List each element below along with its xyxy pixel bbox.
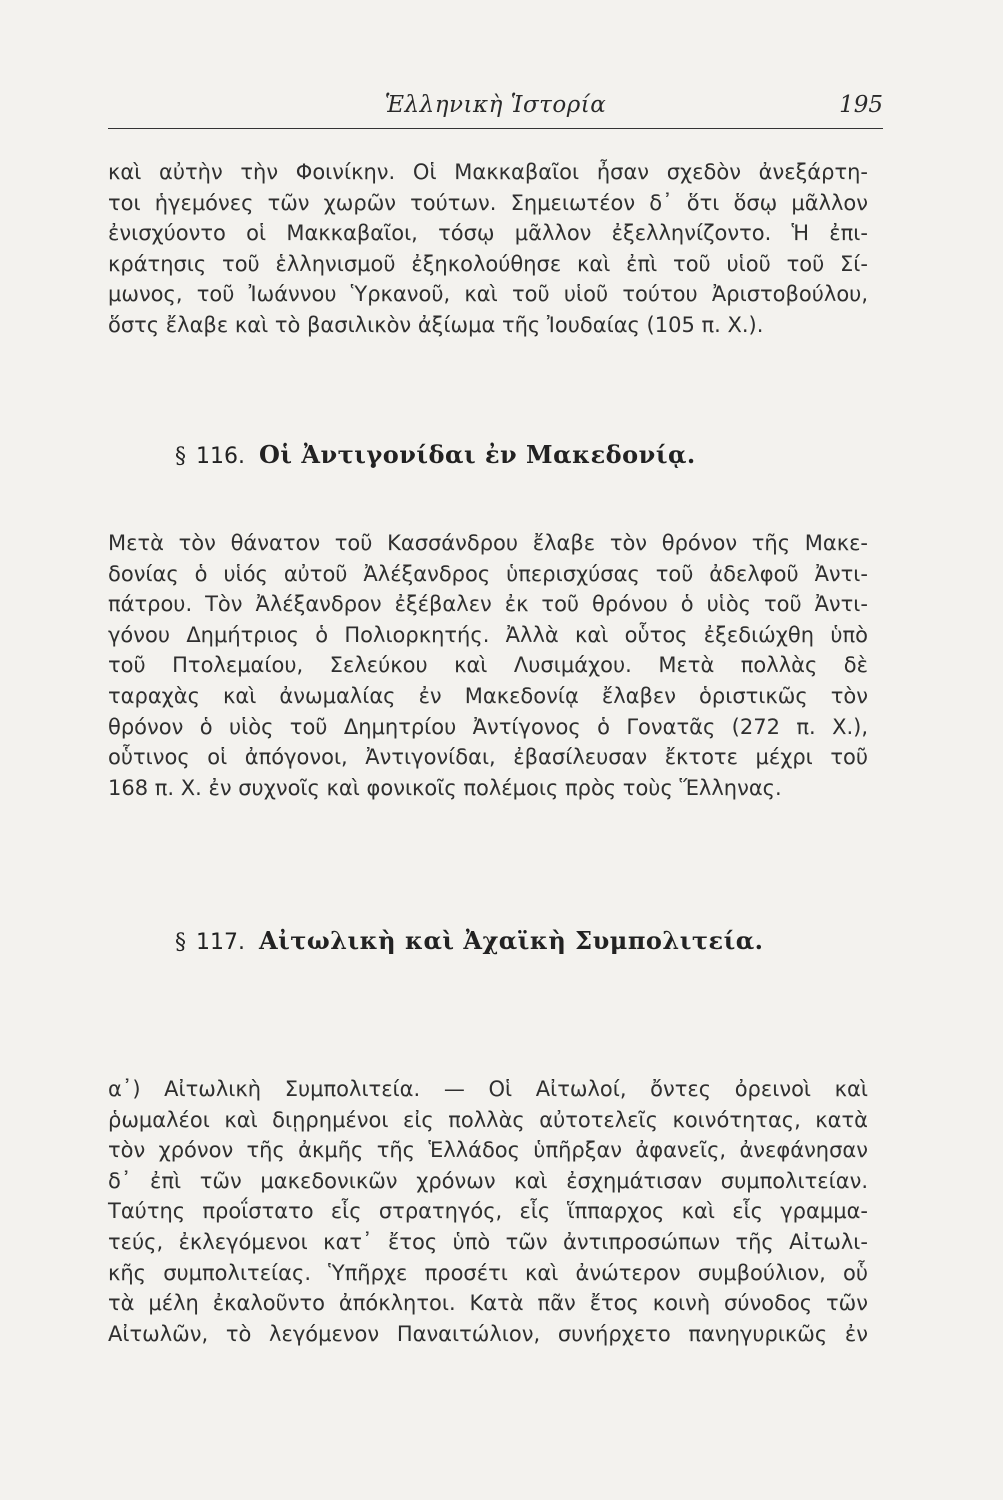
text-line: Αἰτωλῶν, τὸ λεγόμενον Παναιτώλιον, συνήρχετο πανηγυρικῶς ἐν: [108, 1321, 868, 1346]
running-title: Ἑλληνικὴ Ἱστορία: [384, 92, 607, 118]
page-number: 195: [839, 92, 883, 118]
text-line: τεύς, ἐκλεγόμενοι κατ᾽ ἔτος ὑπὸ τῶν ἀντιπροσώπων τῆς Αἰτωλι-: [108, 1229, 868, 1254]
paragraph-2: [108, 528, 868, 803]
text-line: γόνου Δημήτριος ὁ Πολιορκητής. Ἀλλὰ καὶ οὗτος ἐξεδιώχθη ὑπὸ: [108, 622, 868, 647]
text-line: καὶ αὐτὴν τὴν Φοινίκην. Οἱ Μακκαβαῖοι ἦσαν σχεδὸν ἀνεξάρτη-: [108, 160, 868, 184]
text-line: Ταύτης προΐστατο εἷς στρατηγός, εἷς ἵππαρχος καὶ εἷς γραμμα-: [108, 1199, 868, 1224]
text-line: τὸν χρόνον τῆς ἀκμῆς τῆς Ἑλλάδος ὑπῆρξαν ἀφανεῖς, ἀνεφάνησαν: [108, 1138, 868, 1163]
text-line: θρόνον ὁ υἱὸς τοῦ Δημητρίου Ἀντίγονος ὁ Γονατᾶς (272 π. Χ.),: [108, 714, 868, 739]
page-header: [108, 88, 883, 129]
section-sign: §: [175, 444, 186, 469]
text-line: κῆς συμπολιτείας. Ὑπῆρχε προσέτι καὶ ἀνώτερον συμβούλιον, οὗ: [108, 1260, 868, 1285]
section-title: Οἱ Ἀντιγονίδαι ἐν Μακεδονίᾳ.: [258, 440, 696, 469]
paragraph-1: [108, 157, 868, 341]
text-line: Μετὰ τὸν θάνατον τοῦ Κασσάνδρου ἔλαβε τὸν θρόνον τῆς Μακε-: [108, 531, 868, 555]
text-line: οὗτινος οἱ ἀπόγονοι, Ἀντιγονίδαι, ἐβασίλευσαν ἔκτοτε μέχρι τοῦ: [108, 745, 868, 770]
text-line: 168 π. Χ. ἐν συχνοῖς καὶ φονικοῖς πολέμοις πρὸς τοὺς Ἕλληνας.: [108, 775, 782, 800]
section-sign: §: [175, 930, 186, 955]
section-number: 117.: [196, 930, 245, 955]
text-line: ἐνισχύοντο οἱ Μακκαβαῖοι, τόσῳ μᾶλλον ἐξελληνίζοντο. Ἡ ἐπι-: [108, 221, 868, 246]
text-line: δονίας ὁ υἱός αὐτοῦ Ἀλέξανδρος ὑπερισχύσας τοῦ ἀδελφοῦ Ἀντι-: [108, 561, 868, 586]
text-line: τὰ μέλη ἐκαλοῦντο ἀπόκλητοι. Κατὰ πᾶν ἔτος κοινὴ σύνοδος τῶν: [108, 1291, 868, 1316]
text-line: ταραχὰς καὶ ἀνωμαλίας ἐν Μακεδονίᾳ ἔλαβεν ὁριστικῶς τὸν: [108, 683, 868, 708]
text-line: δ᾽ ἐπὶ τῶν μακεδονικῶν χρόνων καὶ ἐσχημάτισαν συμπολιτείαν.: [108, 1168, 868, 1193]
text-line: μωνος, τοῦ Ἰωάννου Ὑρκανοῦ, καὶ τοῦ υἱοῦ τούτου Ἀριστοβούλου,: [108, 282, 868, 307]
text-line: πάτρου. Τὸν Ἀλέξανδρον ἐξέβαλεν ἐκ τοῦ θρόνου ὁ υἱὸς τοῦ Ἀντι-: [108, 592, 868, 617]
section-heading-116: [175, 440, 696, 469]
text-line: ὅστς ἔλαβε καὶ τὸ βασιλικὸν ἀξίωμα τῆς Ἰουδαίας (105 π. Χ.).: [108, 312, 764, 337]
section-title: Αἰτωλικὴ καὶ Ἀχαϊκὴ Συμπολιτεία.: [258, 926, 764, 955]
section-heading-117: [175, 926, 764, 955]
text-line: α᾽) Αἰτωλικὴ Συμπολιτεία. — Οἱ Αἰτωλοί, ὄντες ὀρεινοὶ καὶ: [108, 1077, 868, 1101]
text-line: τοῦ Πτολεμαίου, Σελεύκου καὶ Λυσιμάχου. Μετὰ πολλὰς δὲ: [108, 653, 868, 678]
paragraph-3: [108, 1074, 868, 1349]
text-line: τοι ἡγεμόνες τῶν χωρῶν τούτων. Σημειωτέον δ᾽ ὅτι ὅσῳ μᾶλλον: [108, 190, 868, 215]
text-line: κράτησις τοῦ ἑλληνισμοῦ ἐξηκολούθησε καὶ ἐπὶ τοῦ υἱοῦ τοῦ Σί-: [108, 251, 868, 276]
text-line: ῥωμαλέοι καὶ διῃρημένοι εἰς πολλὰς αὐτοτελεῖς κοινότητας, κατὰ: [108, 1107, 868, 1132]
section-number: 116.: [196, 444, 245, 469]
